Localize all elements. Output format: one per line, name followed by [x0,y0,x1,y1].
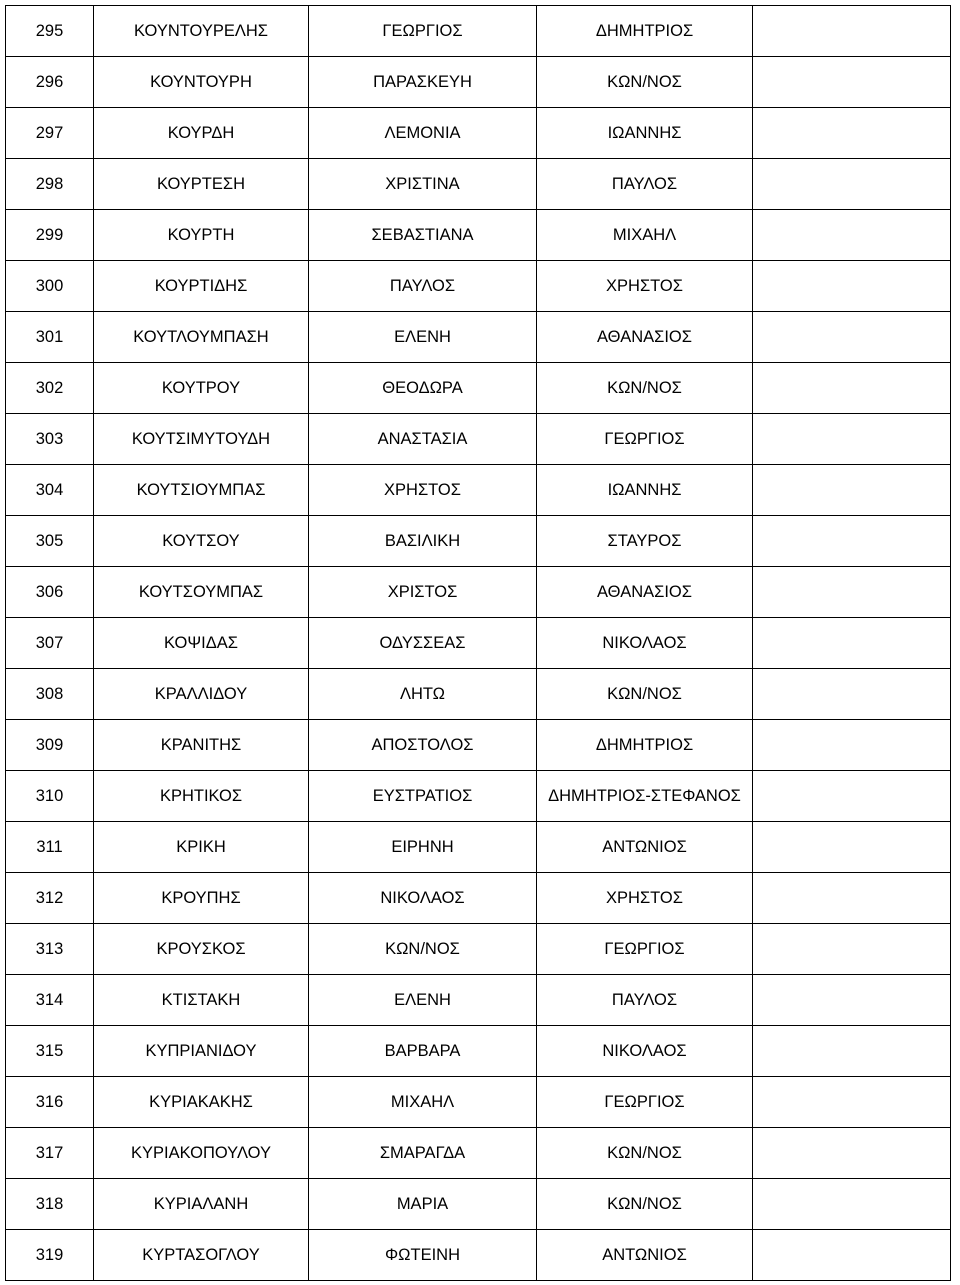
row-number-cell: 310 [6,771,94,822]
empty-cell [753,465,951,516]
table-row [6,1230,951,1281]
surname-cell: ΚΡΗΤΙΚΟΣ [94,771,309,822]
father-name-cell: ΣΤΑΥΡΟΣ [537,516,753,567]
surname-cell: ΚΟΥΡΔΗ [94,108,309,159]
table-row [6,6,951,57]
row-number-cell: 302 [6,363,94,414]
surname-cell: ΚΟΨΙΔΑΣ [94,618,309,669]
first-name-cell: ΝΙΚΟΛΑΟΣ [309,873,537,924]
row-number-cell: 303 [6,414,94,465]
surname-cell: ΚΟΥΤΡΟΥ [94,363,309,414]
surname-cell: ΚΟΥΝΤΟΥΡΗ [94,57,309,108]
empty-cell [753,6,951,57]
father-name-cell: ΝΙΚΟΛΑΟΣ [537,618,753,669]
first-name-cell: ΟΔΥΣΣΕΑΣ [309,618,537,669]
first-name-cell: ΒΑΡΒΑΡΑ [309,1026,537,1077]
first-name-cell: ΜΑΡΙΑ [309,1179,537,1230]
first-name-cell: ΕΙΡΗΝΗ [309,822,537,873]
empty-cell [753,873,951,924]
row-number-cell: 312 [6,873,94,924]
table-row [6,669,951,720]
father-name-cell: ΑΘΑΝΑΣΙΟΣ [537,312,753,363]
empty-cell [753,516,951,567]
empty-cell [753,618,951,669]
first-name-cell: ΕΛΕΝΗ [309,975,537,1026]
row-number-cell: 299 [6,210,94,261]
table-row [6,312,951,363]
father-name-cell: ΙΩΑΝΝΗΣ [537,465,753,516]
row-number-cell: 295 [6,6,94,57]
row-number-cell: 305 [6,516,94,567]
row-number-cell: 311 [6,822,94,873]
empty-cell [753,1077,951,1128]
surname-cell: ΚΥΡΙΑΚΑΚΗΣ [94,1077,309,1128]
father-name-cell: ΙΩΑΝΝΗΣ [537,108,753,159]
row-number-cell: 301 [6,312,94,363]
first-name-cell: ΑΝΑΣΤΑΣΙΑ [309,414,537,465]
table-row [6,975,951,1026]
empty-cell [753,567,951,618]
father-name-cell: ΚΩΝ/ΝΟΣ [537,1179,753,1230]
table-row [6,414,951,465]
empty-cell [753,414,951,465]
surname-cell: ΚΡΟΥΠΗΣ [94,873,309,924]
empty-cell [753,159,951,210]
first-name-cell: ΣΜΑΡΑΓΔΑ [309,1128,537,1179]
first-name-cell: ΒΑΣΙΛΙΚΗ [309,516,537,567]
row-number-cell: 306 [6,567,94,618]
father-name-cell: ΚΩΝ/ΝΟΣ [537,669,753,720]
table-row [6,1179,951,1230]
empty-cell [753,1179,951,1230]
first-name-cell: ΑΠΟΣΤΟΛΟΣ [309,720,537,771]
first-name-cell: ΠΑΡΑΣΚΕΥΗ [309,57,537,108]
father-name-cell: ΜΙΧΑΗΛ [537,210,753,261]
row-number-cell: 319 [6,1230,94,1281]
father-name-cell: ΓΕΩΡΓΙΟΣ [537,1077,753,1128]
father-name-cell: ΔΗΜΗΤΡΙΟΣ-ΣΤΕΦΑΝΟΣ [537,771,753,822]
father-name-cell: ΚΩΝ/ΝΟΣ [537,1128,753,1179]
father-name-cell: ΓΕΩΡΓΙΟΣ [537,414,753,465]
roster-body [6,6,951,1281]
row-number-cell: 316 [6,1077,94,1128]
table-row [6,567,951,618]
row-number-cell: 307 [6,618,94,669]
father-name-cell: ΓΕΩΡΓΙΟΣ [537,924,753,975]
empty-cell [753,210,951,261]
surname-cell: ΚΟΥΤΣΙΟΥΜΠΑΣ [94,465,309,516]
row-number-cell: 318 [6,1179,94,1230]
table-row [6,465,951,516]
row-number-cell: 317 [6,1128,94,1179]
first-name-cell: ΕΥΣΤΡΑΤΙΟΣ [309,771,537,822]
first-name-cell: ΓΕΩΡΓΙΟΣ [309,6,537,57]
row-number-cell: 308 [6,669,94,720]
empty-cell [753,363,951,414]
first-name-cell: ΧΡΗΣΤΟΣ [309,465,537,516]
row-number-cell: 314 [6,975,94,1026]
surname-cell: ΚΡΟΥΣΚΟΣ [94,924,309,975]
father-name-cell: ΠΑΥΛΟΣ [537,975,753,1026]
row-number-cell: 315 [6,1026,94,1077]
row-number-cell: 309 [6,720,94,771]
first-name-cell: ΠΑΥΛΟΣ [309,261,537,312]
first-name-cell: ΕΛΕΝΗ [309,312,537,363]
surname-cell: ΚΟΥΝΤΟΥΡΕΛΗΣ [94,6,309,57]
empty-cell [753,1230,951,1281]
surname-cell: ΚΟΥΤΛΟΥΜΠΑΣΗ [94,312,309,363]
surname-cell: ΚΟΥΤΣΟΥ [94,516,309,567]
table-row [6,57,951,108]
father-name-cell: ΚΩΝ/ΝΟΣ [537,363,753,414]
empty-cell [753,822,951,873]
empty-cell [753,261,951,312]
table-row [6,822,951,873]
surname-cell: ΚΡΙΚΗ [94,822,309,873]
first-name-cell: ΛΗΤΩ [309,669,537,720]
empty-cell [753,771,951,822]
surname-cell: ΚΟΥΤΣΟΥΜΠΑΣ [94,567,309,618]
table-row [6,873,951,924]
father-name-cell: ΔΗΜΗΤΡΙΟΣ [537,720,753,771]
first-name-cell: ΛΕΜΟΝΙΑ [309,108,537,159]
father-name-cell: ΔΗΜΗΤΡΙΟΣ [537,6,753,57]
surname-cell: ΚΟΥΡΤΙΔΗΣ [94,261,309,312]
father-name-cell: ΧΡΗΣΤΟΣ [537,873,753,924]
father-name-cell: ΑΘΑΝΑΣΙΟΣ [537,567,753,618]
father-name-cell: ΚΩΝ/ΝΟΣ [537,57,753,108]
row-number-cell: 304 [6,465,94,516]
surname-cell: ΚΡΑΛΛΙΔΟΥ [94,669,309,720]
table-row [6,210,951,261]
surname-cell: ΚΥΡΙΑΚΟΠΟΥΛΟΥ [94,1128,309,1179]
father-name-cell: ΑΝΤΩΝΙΟΣ [537,1230,753,1281]
first-name-cell: ΧΡΙΣΤΟΣ [309,567,537,618]
row-number-cell: 313 [6,924,94,975]
table-row [6,108,951,159]
table-row [6,720,951,771]
empty-cell [753,1128,951,1179]
table-row [6,618,951,669]
row-number-cell: 298 [6,159,94,210]
surname-cell: ΚΤΙΣΤΑΚΗ [94,975,309,1026]
empty-cell [753,975,951,1026]
table-row [6,516,951,567]
empty-cell [753,669,951,720]
first-name-cell: ΜΙΧΑΗΛ [309,1077,537,1128]
first-name-cell: ΚΩΝ/ΝΟΣ [309,924,537,975]
surname-cell: ΚΟΥΡΤΗ [94,210,309,261]
empty-cell [753,720,951,771]
roster-table [5,5,951,1281]
empty-cell [753,57,951,108]
row-number-cell: 297 [6,108,94,159]
first-name-cell: ΣΕΒΑΣΤΙΑΝΑ [309,210,537,261]
empty-cell [753,312,951,363]
surname-cell: ΚΥΡΤΑΣΟΓΛΟΥ [94,1230,309,1281]
table-row [6,1128,951,1179]
table-row [6,159,951,210]
first-name-cell: ΘΕΟΔΩΡΑ [309,363,537,414]
table-row [6,1077,951,1128]
table-row [6,924,951,975]
table-row [6,363,951,414]
first-name-cell: ΦΩΤΕΙΝΗ [309,1230,537,1281]
table-row [6,771,951,822]
empty-cell [753,1026,951,1077]
surname-cell: ΚΥΡΙΑΛΑΝΗ [94,1179,309,1230]
table-row [6,261,951,312]
surname-cell: ΚΥΠΡΙΑΝΙΔΟΥ [94,1026,309,1077]
empty-cell [753,924,951,975]
father-name-cell: ΧΡΗΣΤΟΣ [537,261,753,312]
table-row [6,1026,951,1077]
father-name-cell: ΝΙΚΟΛΑΟΣ [537,1026,753,1077]
father-name-cell: ΠΑΥΛΟΣ [537,159,753,210]
first-name-cell: ΧΡΙΣΤΙΝΑ [309,159,537,210]
empty-cell [753,108,951,159]
surname-cell: ΚΡΑΝΙΤΗΣ [94,720,309,771]
surname-cell: ΚΟΥΤΣΙΜΥΤΟΥΔΗ [94,414,309,465]
father-name-cell: ΑΝΤΩΝΙΟΣ [537,822,753,873]
surname-cell: ΚΟΥΡΤΕΣΗ [94,159,309,210]
row-number-cell: 300 [6,261,94,312]
row-number-cell: 296 [6,57,94,108]
